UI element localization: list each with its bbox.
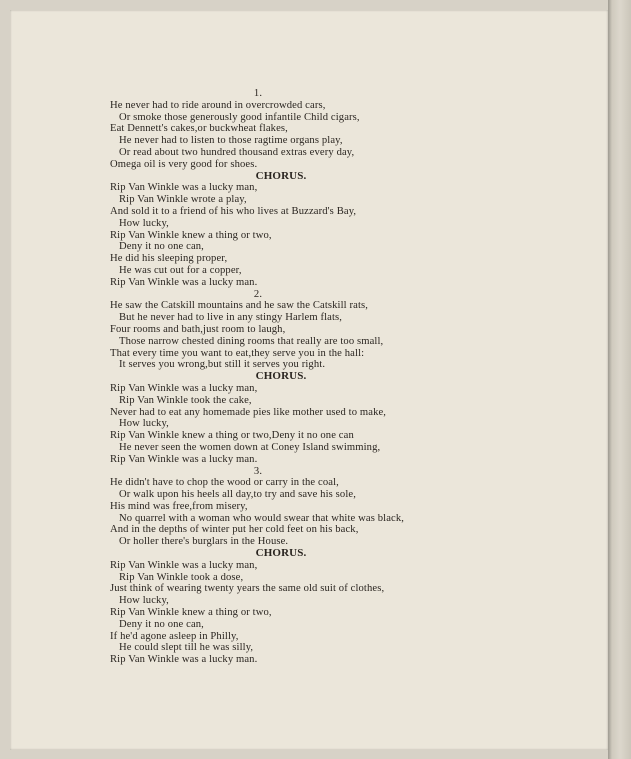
lyric-line: Rip Van Winkle was a lucky man.	[110, 654, 258, 666]
lyric-line: Deny it no one can,	[119, 618, 204, 630]
lyric-line: Or walk upon his heels all day,to try and save his sole,	[119, 489, 356, 501]
lyric-line: If he'd agone asleep in Philly,	[110, 630, 239, 642]
chorus-heading: CHORUS.	[255, 169, 307, 182]
lyric-line: He didn't have to chop the wood or carry in the coal,	[110, 477, 339, 489]
verse-number: 2.	[253, 288, 263, 300]
lyric-line: Rip Van Winkle was a lucky man.	[110, 276, 258, 288]
chorus-heading: CHORUS.	[255, 547, 307, 560]
lyric-line: Rip Van Winkle knew a thing or two,	[110, 607, 272, 619]
lyric-line: He saw the Catskill mountains and he saw the Catskill rats,	[110, 300, 369, 312]
lyrics-body	[110, 88, 480, 666]
lyric-line: No quarrel with a woman who would swear that white was black,	[119, 512, 405, 524]
lyric-line: How lucky,	[119, 217, 169, 229]
lyric-line: How lucky,	[119, 418, 169, 430]
lyric-line: Or read about two hundred thousand extras every day,	[119, 146, 355, 158]
lyric-line: Or holler there's burglars in the House.	[119, 536, 289, 548]
lyric-line: Rip Van Winkle took the cake,	[119, 394, 252, 406]
lyric-line: How lucky,	[119, 595, 169, 607]
lyric-line: Rip Van Winkle was a lucky man,	[110, 182, 258, 194]
lyric-line: He could slept till he was silly,	[119, 642, 254, 654]
lyric-line: Or smoke those generously good infantile Child cigars,	[119, 111, 360, 123]
lyric-line: Rip Van Winkle was a lucky man,	[110, 382, 258, 394]
lyric-line: He never had to listen to those ragtime organs play,	[119, 135, 343, 147]
verse-number: 3.	[253, 465, 263, 477]
lyric-line: Omega oil is very good for shoes.	[110, 158, 258, 170]
lyric-line: Those narrow chested dining rooms that really are too small,	[119, 335, 384, 347]
lyric-line: And in the depths of winter put her cold feet on his back,	[110, 524, 359, 536]
lyric-line: Deny it no one can,	[119, 241, 204, 253]
lyric-line: Rip Van Winkle was a lucky man.	[110, 453, 258, 465]
lyric-line: Rip Van Winkle took a dose,	[119, 571, 244, 583]
lyric-line: His mind was free,from misery,	[110, 500, 248, 512]
lyric-line: Eat Dennett's cakes,or buckwheat flakes,	[110, 123, 288, 135]
lyric-line: But he never had to live in any stingy Harlem flats,	[119, 312, 343, 324]
lyric-line: That every time you want to eat,they serve you in the hall:	[110, 347, 365, 359]
lyric-line: Four rooms and bath,just room to laugh,	[110, 323, 286, 335]
lyric-line: Just think of wearing twenty years the same old suit of clothes,	[110, 583, 385, 595]
lyric-line: Rip Van Winkle wrote a play,	[119, 194, 247, 206]
lyric-line: He never seen the women down at Coney Island swimming,	[119, 441, 381, 453]
chorus-heading: CHORUS.	[255, 370, 307, 383]
lyric-line: He was cut out for a copper,	[119, 264, 242, 276]
page-gutter	[608, 0, 631, 759]
lyric-line: And sold it to a friend of his who lives at Buzzard's Bay,	[110, 205, 357, 217]
lyric-line: Rip Van Winkle knew a thing or two,Deny it no one can	[110, 430, 354, 442]
lyric-line: He never had to ride around in overcrowded cars,	[110, 99, 326, 111]
lyric-line: Rip Van Winkle knew a thing or two,	[110, 229, 272, 241]
lyric-line: Never had to eat any homemade pies like mother used to make,	[110, 406, 387, 418]
lyric-line: He did his sleeping proper,	[110, 253, 228, 265]
lyric-line: It serves you wrong,but still it serves you right.	[119, 359, 326, 371]
lyric-line: Rip Van Winkle was a lucky man,	[110, 559, 258, 571]
verse-number: 1.	[253, 88, 263, 99]
